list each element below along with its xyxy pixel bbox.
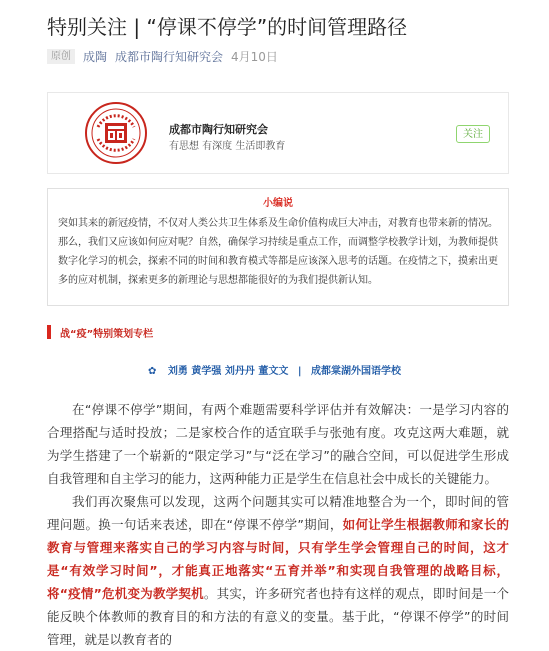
highlighted-text: 如何让学生根据教师和家长的教育与管理来落实自己的学习内容与时间，只有学生学会管理自己的时间，这才是“有效学习时间”，才能真正地落实“五育并举”和实现自我管理的战略目标，将“疫情”危机变为教学契机	[47, 517, 509, 601]
author-school: 成都棠湖外国语学校	[310, 366, 401, 377]
profile-name: 成都市陶行知研究会	[169, 123, 268, 136]
profile-card[interactable]	[47, 92, 509, 174]
paragraph-text: 。其实，许多研究者也持有这样的观点，即时间是一个能反映个体教师的教育目的和方法的有意义的变量。基于此，“停课不停学”的时间管理，就是以教育者的	[47, 586, 509, 647]
account-link[interactable]: 成都市陶行知研究会	[115, 49, 224, 64]
editor-note-box	[47, 188, 509, 306]
follow-button[interactable]: 关注	[456, 125, 490, 143]
society-seal-icon	[84, 101, 148, 165]
column-label: 战“疫”特别策划专栏	[60, 329, 154, 340]
flower-icon: ✿	[148, 366, 157, 377]
profile-slogan: 有思想 有深度 生活即教育	[169, 141, 286, 152]
column-accent-bar	[47, 325, 51, 339]
separator: |	[297, 366, 302, 377]
body-paragraph-1: 在“停课不停学”期间，有两个难题需要科学评估并有效解决：一是学习内容的合理搭配与适时投放；二是家校合作的适宜联手与张弛有度。攻克这两大难题，就为学生搭建了一个崭新的“限定学习”与“泛在学习”的融合空间，可以促进学生形成自我管理和自主学习的能力，这两种能力正是学生在信息社会中成长的关键能力。	[47, 402, 509, 486]
publish-date: 4月10日	[231, 49, 278, 64]
author-link[interactable]: 成陶	[83, 49, 108, 64]
editor-note-heading: 小编说	[263, 198, 293, 209]
article-meta	[47, 47, 278, 65]
paragraph-text: 我们再次聚焦可以发现，这两个问题其实可以精准地整合为一个，即时间的管理问题。换一句话来表述，即在“停课不停学”期间，	[47, 494, 509, 532]
original-badge: 原创	[47, 49, 75, 64]
author-names: 刘勇 黄学强 刘丹丹 董文文	[167, 366, 289, 377]
article-title: 特别关注 | “停课不停学”的时间管理路径	[47, 15, 408, 39]
body-paragraph-2	[47, 490, 509, 651]
authors-line	[0, 362, 549, 377]
editor-note-text: 突如其来的新冠疫情，不仅对人类公共卫生体系及生命价值构成巨大冲击，对教育也带来新的情况。那么，我们又应该如何应对呢？自然，确保学习持续是重点工作，而调整学校教学计划，为教师提供数字化学习的机会，探索不同的时间和教育模式等都是应该深入思考的话题。在疫情之下，摸索出更多的应对机制，探索更多的新理论与思想都能很好的为我们提供新认知。	[58, 218, 498, 286]
